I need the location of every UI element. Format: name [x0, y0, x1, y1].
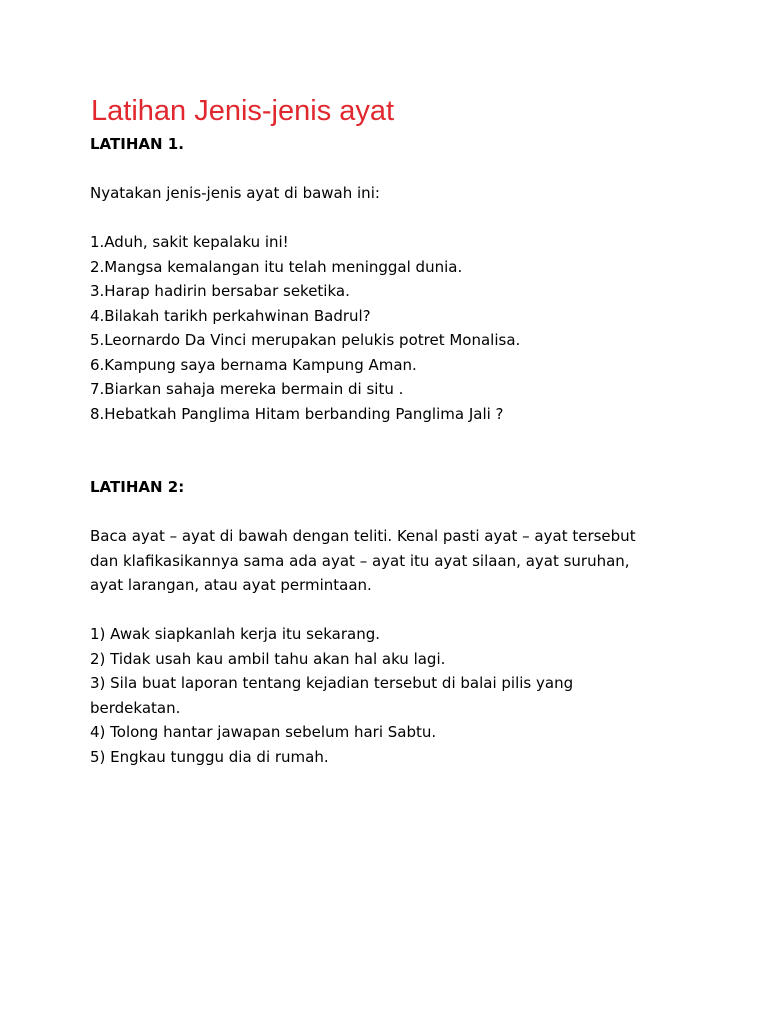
latihan-1-instruction: Nyatakan jenis-jenis ayat di bawah ini:	[90, 184, 380, 202]
list-item: 1) Awak siapkanlah kerja itu sekarang.	[90, 625, 380, 643]
instruction-line: dan klafikasikannya sama ada ayat – ayat itu ayat silaan, ayat suruhan,	[90, 551, 630, 570]
latihan-1-heading: LATIHAN 1.	[90, 135, 184, 153]
latihan-1-list	[90, 230, 690, 426]
list-item: 2.Mangsa kemalangan itu telah meninggal dunia.	[90, 257, 463, 276]
spacer	[90, 500, 690, 525]
spacer	[90, 426, 690, 475]
list-item: 3) Sila buat laporan tentang kejadian tersebut di balai pilis yang	[90, 674, 574, 692]
list-item: 1.Aduh, sakit kepalaku ini!	[90, 233, 289, 251]
list-item: 8.Hebatkah Panglima Hitam berbanding Panglima Jali ?	[90, 404, 504, 423]
spacer	[90, 598, 690, 623]
list-item: 5) Engkau tunggu dia di rumah.	[90, 747, 329, 766]
document-title: Latihan Jenis-jenis ayat	[91, 95, 395, 127]
spacer	[90, 157, 690, 182]
document-body	[90, 132, 690, 769]
latihan-2-list	[90, 622, 690, 769]
instruction-line: ayat larangan, atau ayat permintaan.	[90, 576, 372, 594]
list-item: berdekatan.	[90, 698, 181, 717]
latihan-2-instruction	[90, 524, 690, 598]
list-item: 6.Kampung saya bernama Kampung Aman.	[90, 355, 417, 374]
list-item: 3.Harap hadirin bersabar seketika.	[90, 282, 350, 300]
list-item: 2) Tidak usah kau ambil tahu akan hal aku lagi.	[90, 649, 446, 668]
list-item: 4) Tolong hantar jawapan sebelum hari Sabtu.	[90, 723, 437, 741]
list-item: 4.Bilakah tarikh perkahwinan Badrul?	[90, 306, 371, 325]
spacer	[90, 206, 690, 231]
list-item: 5.Leornardo Da Vinci merupakan pelukis potret Monalisa.	[90, 331, 521, 349]
instruction-line: Baca ayat – ayat di bawah dengan teliti. Kenal pasti ayat – ayat tersebut	[90, 527, 636, 545]
list-item: 7.Biarkan sahaja mereka bermain di situ .	[90, 380, 404, 398]
latihan-2-heading: LATIHAN 2:	[90, 478, 185, 496]
